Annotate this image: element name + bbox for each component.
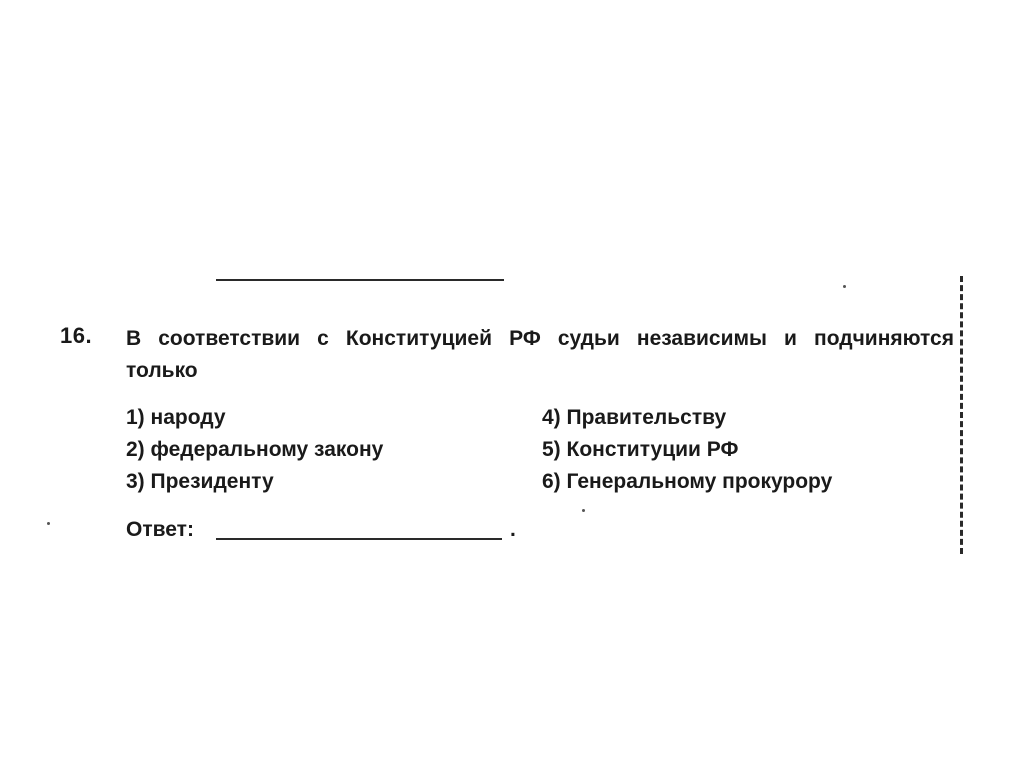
answer-label: Ответ:	[126, 518, 194, 541]
cut-line	[960, 276, 963, 554]
answer-row	[126, 514, 516, 546]
scan-speck	[47, 522, 50, 525]
scan-speck	[582, 509, 585, 512]
answer-blank[interactable]	[216, 538, 502, 540]
option-1: 1) народу	[126, 406, 226, 429]
option-4: 4) Правительству	[542, 406, 727, 429]
top-separator-line	[216, 279, 504, 281]
option-5: 5) Конституции РФ	[542, 438, 739, 461]
task-number: 16.	[60, 323, 93, 348]
scan-speck	[843, 285, 846, 288]
option-3: 3) Президенту	[126, 470, 274, 493]
option-2: 2) федеральному закону	[126, 438, 384, 461]
question-text: В соответствии с Конституцией РФ судьи независимы и подчиняются только	[126, 327, 954, 382]
answer-options	[126, 402, 946, 498]
option-6: 6) Генеральному прокурору	[542, 470, 833, 493]
answer-end-dot: .	[509, 518, 516, 541]
